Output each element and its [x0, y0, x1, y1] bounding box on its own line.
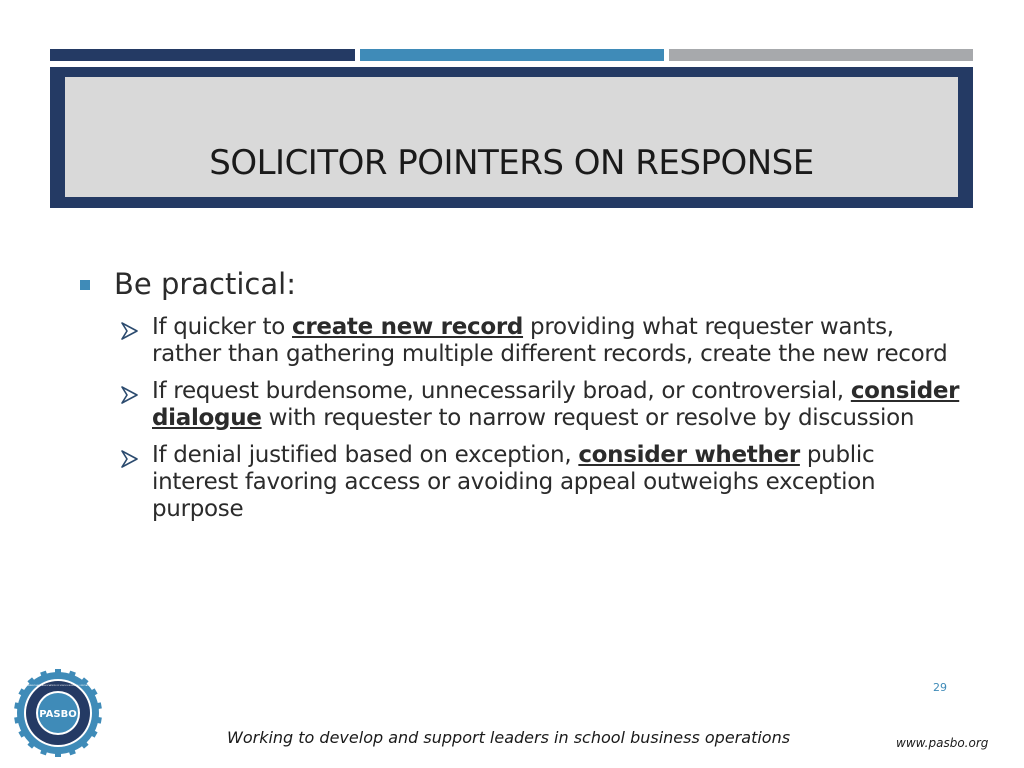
sub-bullet-text — [152, 314, 960, 368]
page-number: 29 — [933, 681, 947, 694]
slide-content — [80, 264, 960, 523]
sub-bullet-text-pre: If quicker to — [152, 314, 293, 340]
sub-bullet-text-pre: If request burdensome, unnecessarily broad, or controversial, — [152, 378, 851, 404]
title-frame — [50, 67, 973, 208]
sub-bullet-text-post: public interest favoring access or avoiding appeal outweighs exception purpose — [152, 442, 876, 522]
accent-bar-gray — [669, 49, 973, 61]
arrow-bullet-icon — [118, 320, 140, 342]
arrow-bullet-icon — [118, 448, 140, 470]
sub-bullet — [118, 442, 960, 523]
sub-bullet-text — [152, 378, 960, 432]
sub-bullet-text-post: with requester to narrow request or resolve by discussion — [261, 405, 915, 431]
bullet-label: Be practical: — [114, 267, 296, 301]
footer-url: www.pasbo.org — [896, 736, 989, 750]
arrow-bullet-icon — [118, 384, 140, 406]
accent-bar-navy — [50, 49, 355, 61]
sub-bullet-text-pre: If denial justified based on exception, — [152, 442, 579, 468]
emphasis-text: consider whether — [578, 442, 800, 468]
emphasis-text: consider dialogue — [152, 378, 960, 431]
sub-bullet — [118, 378, 960, 432]
sub-bullet-text-post: providing what requester wants, rather than gathering multiple different records, create the new record — [152, 314, 948, 367]
emphasis-text: create new record — [292, 314, 524, 340]
accent-bar-blue — [360, 49, 664, 61]
logo-abbrev: PASBO — [39, 709, 77, 720]
title-box — [65, 77, 958, 197]
square-bullet-icon — [80, 280, 90, 290]
sub-bullet — [118, 314, 960, 368]
slide-title: SOLICITOR POINTERS ON RESPONSE — [209, 143, 814, 183]
logo-ring-text: PENNSYLVANIA ASSOCIATION OF SCHOOL BUSINESS OFFICIALS — [26, 685, 90, 687]
footer-tagline: Working to develop and support leaders in school business operations — [227, 728, 791, 747]
bullet-level1 — [80, 264, 960, 304]
sub-bullet-text — [152, 442, 960, 523]
pasbo-logo — [14, 669, 102, 757]
